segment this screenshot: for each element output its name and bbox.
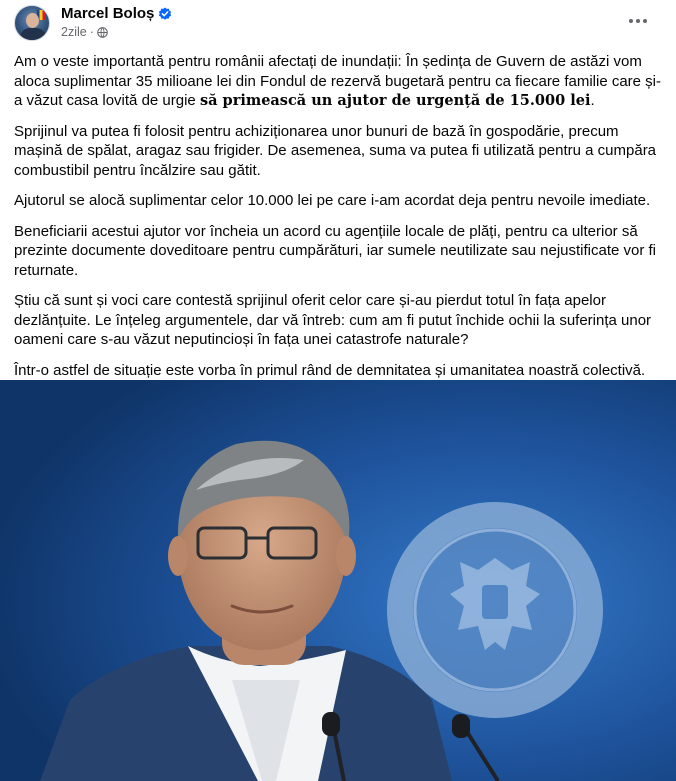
post-paragraph: Ajutorul se alocă suplimentar celor 10.000 lei pe care i-am acordat deja pentru nevoile imediate. <box>14 192 651 209</box>
highlighted-text: să primească un ajutor de urgență de 15.000 lei <box>199 92 591 109</box>
post-meta <box>61 25 108 39</box>
post-paragraph: Sprijinul va putea fi folosit pentru achiziționarea unor bunuri de bază în gospodărie, precum mașină de spălat, aragaz sau frigider. De asemenea, suma va putea fi utilizată pentru a cumpăra combustibil pentru încălzire sau gătit. <box>14 122 657 179</box>
post-timestamp[interactable]: 2zile <box>61 25 87 39</box>
author-name-row <box>61 5 172 22</box>
meta-separator: · <box>89 25 94 39</box>
more-options-button[interactable] <box>626 9 650 33</box>
photo-illustration <box>0 380 676 781</box>
author-avatar[interactable] <box>14 5 50 41</box>
post-paragraph: Am o veste importantă pentru românii afectați de inundații: În ședința de Guvern de astăzi vom aloca suplimentar 35 milioane lei din Fondul de rezervă bugetară pentru ca fiecare familie care și-a văzut casa lovită de urgie să primească un ajutor de urgență de 15.000 lei. <box>14 53 662 109</box>
verified-badge-icon <box>158 7 172 21</box>
more-options-icon <box>628 18 648 24</box>
post-text <box>14 52 664 391</box>
post-paragraph: Știu că sunt și voci care contestă sprijinul oferit celor care și-au pierdut totul în fața apelor dezlănțuite. Le înțeleg argumentele, dar vă întreb: cum am fi putut închide ochii la suferința unor oameni care s-au văzut neputincioși în fața unei catastrofe naturale? <box>14 292 652 348</box>
post-paragraph: Beneficiarii acestui ajutor vor încheia un acord cu agențiile locale de plăți, pentru ca ulterior să prezinte documente doveditoare pentru cumpărături, iar sumele neutilizate sau nejustificate vor fi returnate. <box>14 222 657 279</box>
government-seal-logo <box>387 502 603 718</box>
post-photo[interactable] <box>0 380 676 781</box>
post-paragraph: Într-o astfel de situație este vorba în primul rând de demnitatea și umanitatea noastră colectivă. <box>14 361 646 379</box>
author-name[interactable]: Marcel Boloș <box>61 5 155 22</box>
globe-icon <box>97 27 108 38</box>
post-header <box>0 0 676 46</box>
